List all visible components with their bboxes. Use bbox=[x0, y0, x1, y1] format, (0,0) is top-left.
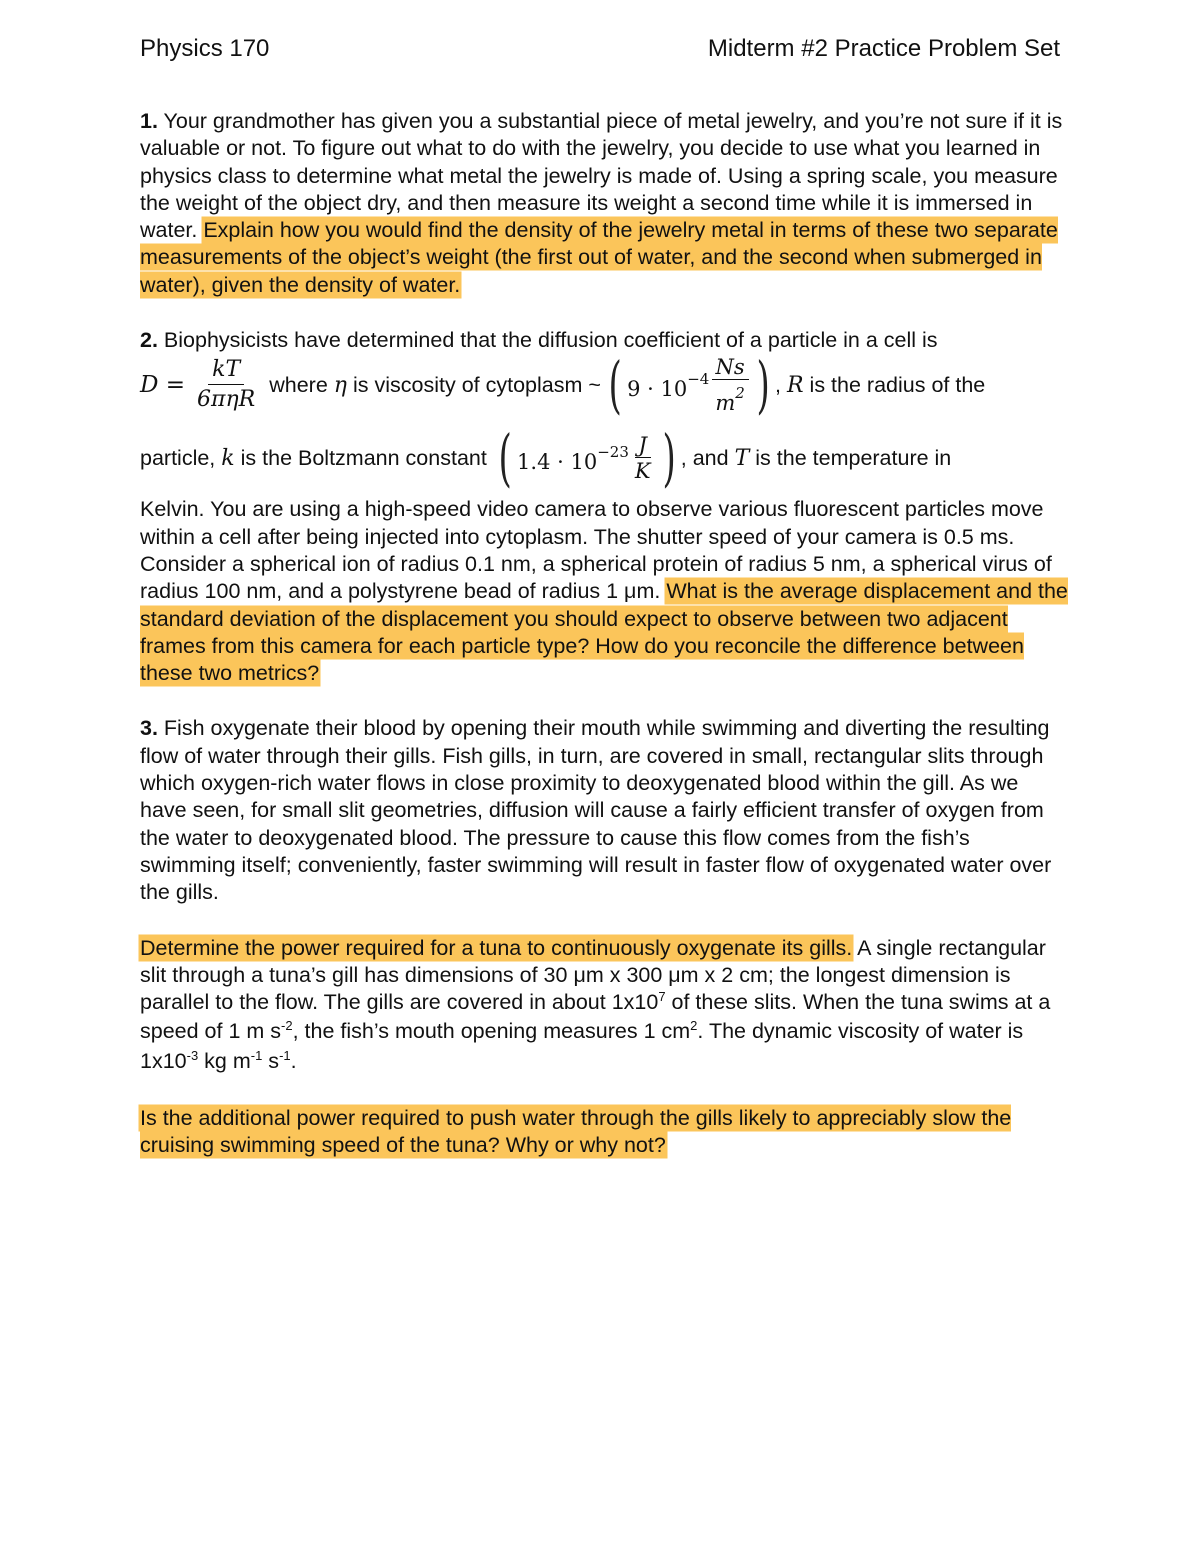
temperature-symbol: T bbox=[734, 445, 750, 471]
k-symbol: k bbox=[221, 445, 235, 471]
problem-1 bbox=[140, 108, 1070, 299]
problem-2-body: Kelvin. You are using a high-speed video camera to observe various fluorescent particles move within a cell after being injected into cytoplasm. The shutter speed of your camera is 0.5 ms. Consider a spherical ion of radius 0.1 nm, a spherical protein of radius 5 nm, a spherical virus of radius 100 nm, and a polystyrene bead of radius 1 μm. What is the average displacement and the standard deviation of the displacement you should expect to observe between two adjacent frames from this camera for each particle type? How do you reconcile the difference between these two metrics? bbox=[140, 497, 1068, 686]
fraction-denominator: 6πηR bbox=[197, 387, 256, 413]
course-label: Physics 170 bbox=[140, 35, 270, 62]
problem-1-text: Your grandmother has given you a substantial piece of metal jewelry, and you’re not sure if it is valuable or not. To figure out what to do with the jewelry, you decide to use what you learned in physics class to determine what metal the jewelry is made of. Using a spring scale, you measure the weight of the object dry, and then measure its weight a second time while it is immersed in water. bbox=[140, 109, 1063, 243]
problem-3: 3. Fish oxygenate their blood by opening their mouth while swimming and diverting the resulting flow of water through their gills. Fish gills, in turn, are covered in small, rectangular slits through which oxygen-rich water flows in close proximity to deoxygenated blood within the gill. As we have seen, for small slit geometries, diffusion will cause a fairly efficient transfer of oxygen from the water to deoxygenated blood. The pressure to cause this flow comes from the fish’s swimming itself; conveniently, faster swimming will result in faster flow of oxygenated water over the gills. bbox=[140, 716, 1052, 905]
problem-1-question: Explain how you would find the density of the jewelry metal in terms of these two separate measurements of the object’s weight (the first out of water, and the second when submerged in water), given the density of water. bbox=[140, 218, 1058, 297]
diffusion-formula-line: D = $\frac{kT}{\text{6πηR}}$ where η is viscosity of cytoplasm ~ ( $9 \cdot 10^{-4}$ $\frac{Ns}{m^2}$ ) , R is the radius of the bbox=[140, 348, 986, 422]
boltzmann-line: particle, k is the Boltzmann constant ( $1.4 \cdot 10^{-23}$ $\frac{J}{K}$ ) , and T is the temperature in bbox=[140, 421, 952, 495]
boltzmann-value: $1.4 \cdot 10^{-23}$ bbox=[517, 442, 629, 474]
document-title: Midterm #2 Practice Problem Set bbox=[707, 35, 1060, 62]
problem-3-part-a: Determine the power required for a tuna to continuously oxygenate its gills. A single rectangular slit through a tuna’s gill has dimensions of 30 μm x 300 μm x 2 cm; the longest dimension is parallel to the flow. The gills are covered in about $1x10^7$ of these slits. When the tuna swims at a speed of 1 m $s^{-2}$, the fish’s mouth opening measures 1 $cm^2$. The dynamic viscosity of water is $1x10^{-3}$ kg $m^{-1}$ $s^{-1}$. bbox=[140, 935, 1051, 1073]
diffusion-fraction bbox=[193, 357, 259, 413]
problem-3-question-a: Determine the power required for a tuna to continuously oxygenate its gills. bbox=[140, 935, 853, 960]
problem-2-number: 2. bbox=[140, 328, 158, 353]
problem-2-question: What is the average displacement and the standard deviation of the displacement you should expect to observe between two adjacent frames from this camera for each particle type? How do you reconcile the difference between these two metrics? bbox=[140, 579, 1068, 686]
formula-lhs: D = bbox=[140, 372, 186, 399]
right-paren: ) bbox=[756, 348, 770, 422]
eta-symbol: η bbox=[333, 372, 347, 398]
problem-3-number: 3. bbox=[140, 716, 158, 741]
left-paren: ( bbox=[608, 348, 622, 422]
boltzmann-unit: $\frac{J}{K}$ bbox=[634, 433, 651, 484]
problem-2-intro: 2. Biophysicists have determined that the diffusion coefficient of a particle in a cell is bbox=[140, 328, 938, 353]
viscosity-unit: $\frac{Ns}{m^2}$ bbox=[711, 356, 748, 414]
viscosity-value: $9 \cdot 10^{-4}$ bbox=[627, 369, 710, 401]
problem-3-part-b bbox=[140, 1105, 1070, 1160]
problem-1-number: 1. bbox=[140, 109, 158, 133]
problem-3-question-b: Is the additional power required to push water through the gills likely to appreciably slow the cruising swimming speed of the tuna? Why or why not? bbox=[140, 1106, 1012, 1158]
problem-list bbox=[140, 108, 1070, 1160]
radius-symbol: R bbox=[786, 372, 804, 398]
fraction-numerator: kT bbox=[208, 357, 244, 385]
